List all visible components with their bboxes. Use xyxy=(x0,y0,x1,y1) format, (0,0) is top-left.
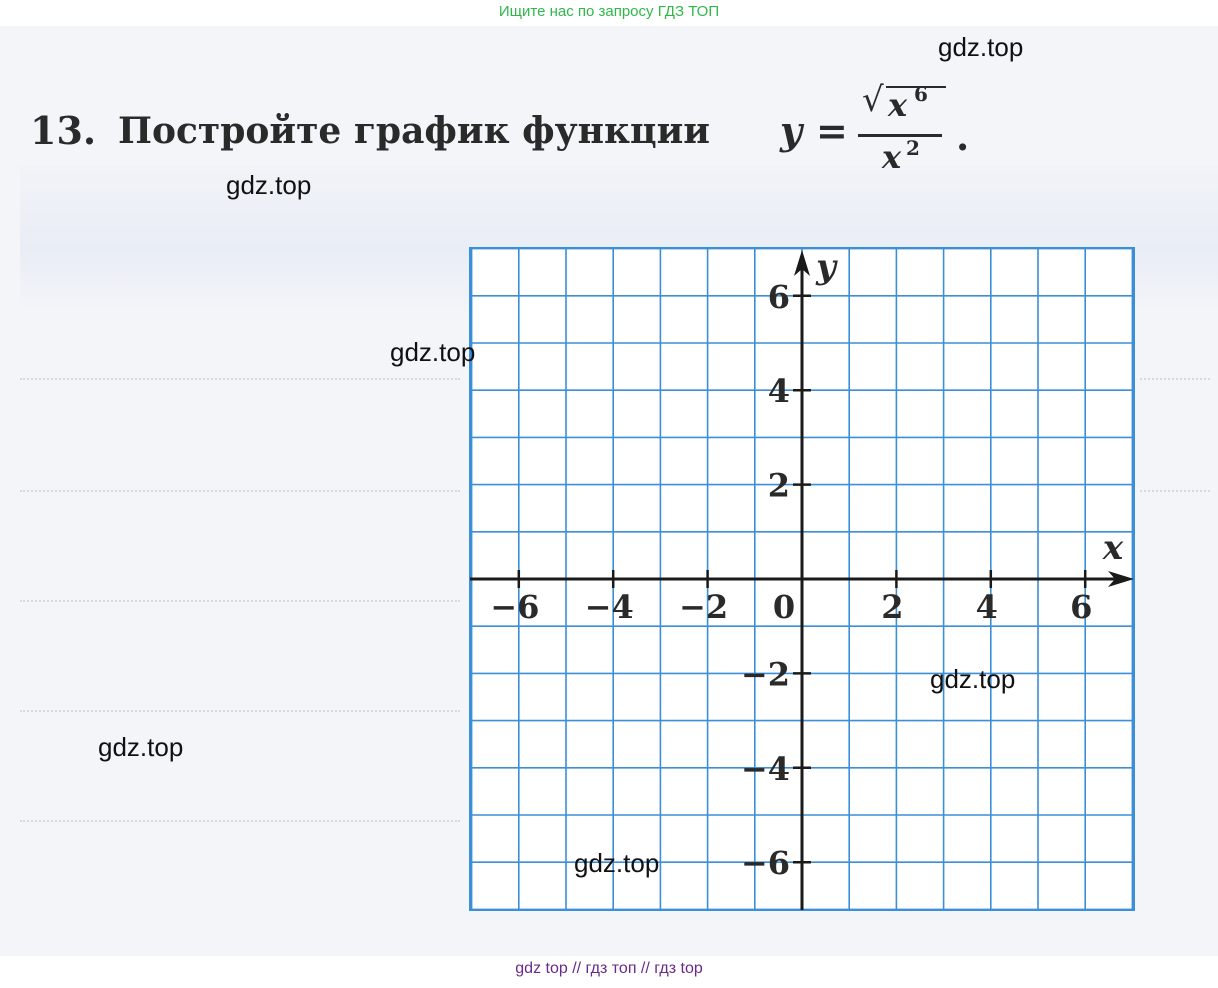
problem-number: 13. xyxy=(30,108,97,153)
watermark: gdz.top xyxy=(390,337,476,367)
numerator-exponent: 6 xyxy=(914,82,928,106)
watermark: gdz.top xyxy=(226,170,312,200)
y-axis-label: y xyxy=(816,247,836,287)
x-tick-label: 4 xyxy=(975,588,998,626)
y-tick-label: −4 xyxy=(740,749,790,788)
problem-text: Постройте график функции xyxy=(118,110,710,152)
y-tick-label: 2 xyxy=(767,466,790,505)
watermark: gdz.top xyxy=(574,848,660,878)
denominator-exponent: 2 xyxy=(906,136,920,160)
radical-icon: √ xyxy=(862,80,884,120)
x-tick-label: 6 xyxy=(1070,588,1093,626)
denominator-base: x xyxy=(882,138,902,176)
formula-equals: = xyxy=(816,108,848,153)
search-banner: Ищите нас по запросу ГДЗ ТОП xyxy=(498,3,720,20)
y-tick-label: −6 xyxy=(740,844,790,883)
x-axis-label: x xyxy=(1102,528,1124,568)
x-tick-label: −2 xyxy=(679,588,729,626)
watermark: gdz.top xyxy=(930,664,1016,694)
formula-y: y xyxy=(780,108,803,153)
footer-links: gdz top // гдз топ // гдз top xyxy=(515,960,703,977)
watermark: gdz.top xyxy=(938,32,1024,62)
x-tick-label: 2 xyxy=(881,588,904,626)
formula-period: . xyxy=(956,114,970,159)
numerator-base: x xyxy=(888,86,908,124)
y-tick-label: 4 xyxy=(767,372,790,411)
y-tick-label: 6 xyxy=(767,277,790,316)
x-tick-label: −6 xyxy=(490,588,540,626)
x-tick-label: −4 xyxy=(584,588,634,626)
y-tick-label: −2 xyxy=(740,655,790,694)
x-tick-label: 0 xyxy=(772,588,796,626)
watermark: gdz.top xyxy=(98,732,184,762)
